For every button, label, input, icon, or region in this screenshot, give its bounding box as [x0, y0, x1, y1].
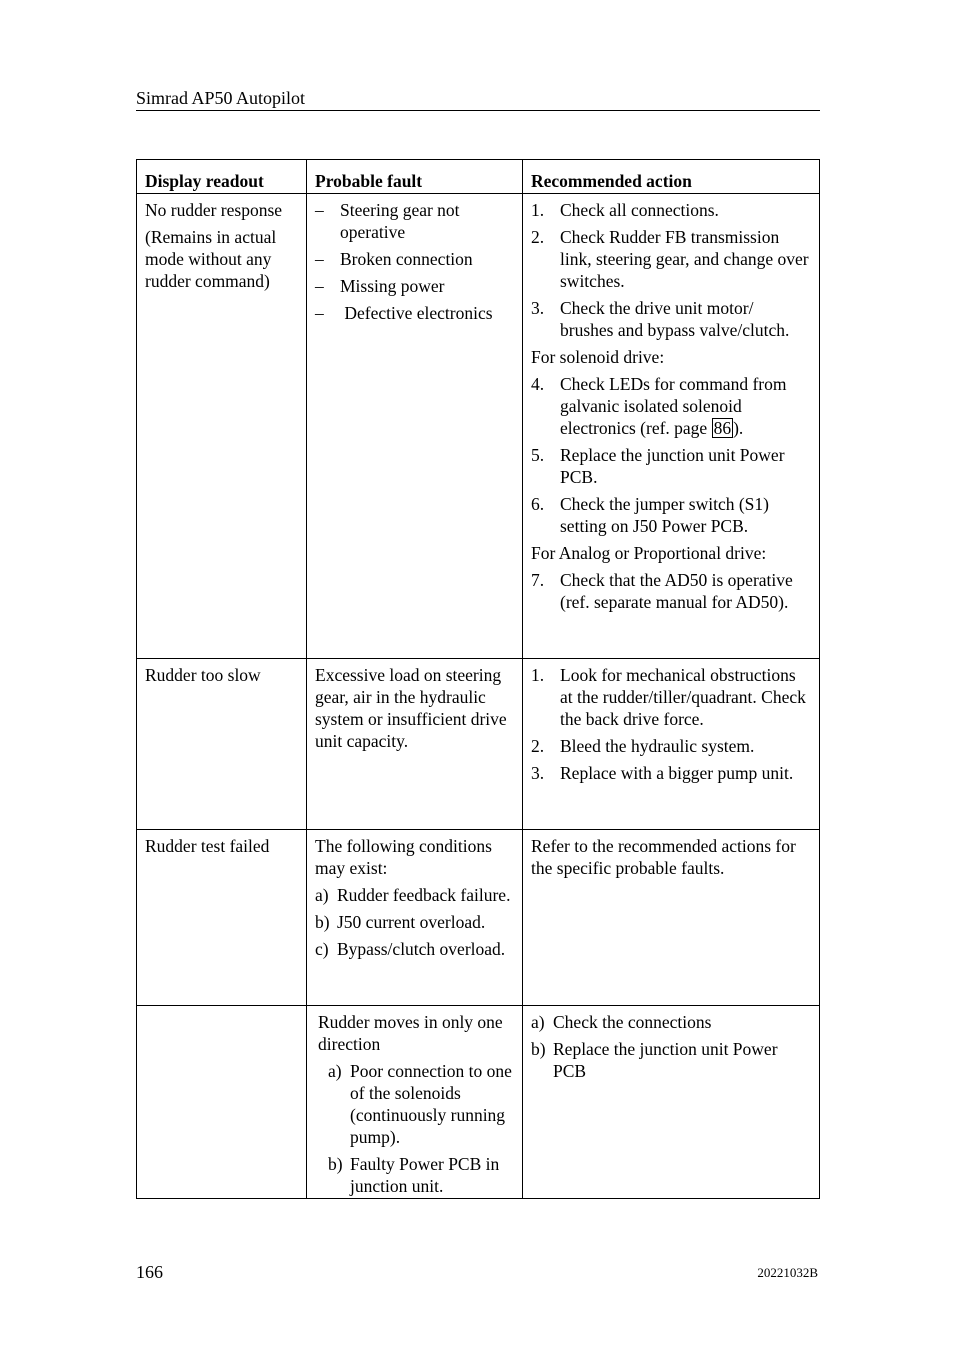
list-item: 2. Bleed the hydraulic system.	[531, 736, 755, 756]
column-header-display-readout: Display readout	[137, 160, 307, 194]
probable-fault-cell: Excessive load on steering gear, air in the hydraulic system or insufficient drive unit capacity.	[307, 659, 523, 830]
list-item: b) Faulty Power PCB in junction unit.	[328, 1154, 500, 1196]
troubleshooting-table	[136, 159, 820, 1199]
probable-fault-cell	[307, 194, 523, 659]
column-header-probable-fault: Probable fault	[307, 160, 523, 194]
table-row	[137, 830, 820, 1006]
recommended-action-cell	[523, 659, 820, 830]
document-code: 20221032B	[757, 1265, 818, 1280]
solenoid-drive-heading: For solenoid drive:	[531, 347, 665, 367]
display-readout-cell: Rudder test failed	[137, 830, 307, 1006]
page-number: 166	[136, 1262, 163, 1282]
dash-marker: –	[315, 276, 324, 296]
list-item: b) J50 current overload.	[315, 912, 486, 932]
list-item: 3. Replace with a bigger pump unit.	[531, 763, 794, 783]
list-item: 4. Check LEDs for command from galvanic isolated solenoid electronics (ref. page 86 ).	[531, 374, 787, 438]
page-reference-link[interactable]: 86	[713, 418, 732, 438]
list-item: 7. Check that the AD50 is operative (ref. separate manual for AD50).	[531, 570, 793, 612]
analog-drive-heading: For Analog or Proportional drive:	[531, 543, 767, 563]
list-item: 3. Check the drive unit motor/ brushes and bypass valve/clutch.	[531, 298, 790, 340]
dash-marker: –	[315, 200, 324, 220]
probable-fault-cell: Rudder moves in only one direction a) Poor connection to one of the solenoids (continuously running pump). b) Faulty Power PCB in junction unit.	[307, 1006, 523, 1199]
list-item: – Defective electronics	[315, 303, 493, 323]
list-item: 5. Replace the junction unit Power PCB.	[531, 445, 785, 487]
readout-note: (Remains in actual mode without any rudder command)	[145, 227, 277, 291]
probable-fault-cell: The following conditions may exist: a) Rudder feedback failure. b) J50 current overload. c) Bypass/clutch overload.	[307, 830, 523, 1006]
list-item: a) Rudder feedback failure.	[315, 885, 511, 905]
list-item: a) Check the connections	[531, 1012, 712, 1032]
table-row	[137, 194, 820, 659]
list-item: – Steering gear not operative	[315, 200, 460, 242]
recommended-action-cell: Refer to the recommended actions for the specific probable faults.	[523, 830, 820, 1006]
list-item: – Broken connection	[315, 249, 473, 269]
display-readout-cell	[137, 194, 307, 659]
list-item: a) Poor connection to one of the solenoids (continuously running pump).	[328, 1061, 512, 1147]
running-header: Simrad AP50 Autopilot	[136, 87, 820, 111]
recommended-action-cell	[523, 1006, 820, 1199]
list-item: 1. Check all connections.	[531, 200, 719, 220]
column-header-recommended-action: Recommended action	[523, 160, 820, 194]
table-row	[137, 1006, 820, 1199]
dash-marker: –	[315, 303, 324, 323]
display-readout-cell	[137, 1006, 307, 1199]
dash-marker: –	[315, 249, 324, 269]
readout-text: No rudder response	[145, 200, 283, 220]
table-header-row	[137, 160, 820, 194]
list-item: 1. Look for mechanical obstructions at the rudder/tiller/quadrant. Check the back drive force.	[531, 665, 806, 729]
table-row	[137, 659, 820, 830]
list-item: 2. Check Rudder FB transmission link, steering gear, and change over switches.	[531, 227, 809, 291]
list-item: – Missing power	[315, 276, 445, 296]
list-item: 6. Check the jumper switch (S1) setting on J50 Power PCB.	[531, 494, 769, 536]
display-readout-cell: Rudder too slow	[137, 659, 307, 830]
list-item: c) Bypass/clutch overload.	[315, 939, 506, 959]
list-item: b) Replace the junction unit Power PCB	[531, 1039, 778, 1081]
recommended-action-cell	[523, 194, 820, 659]
